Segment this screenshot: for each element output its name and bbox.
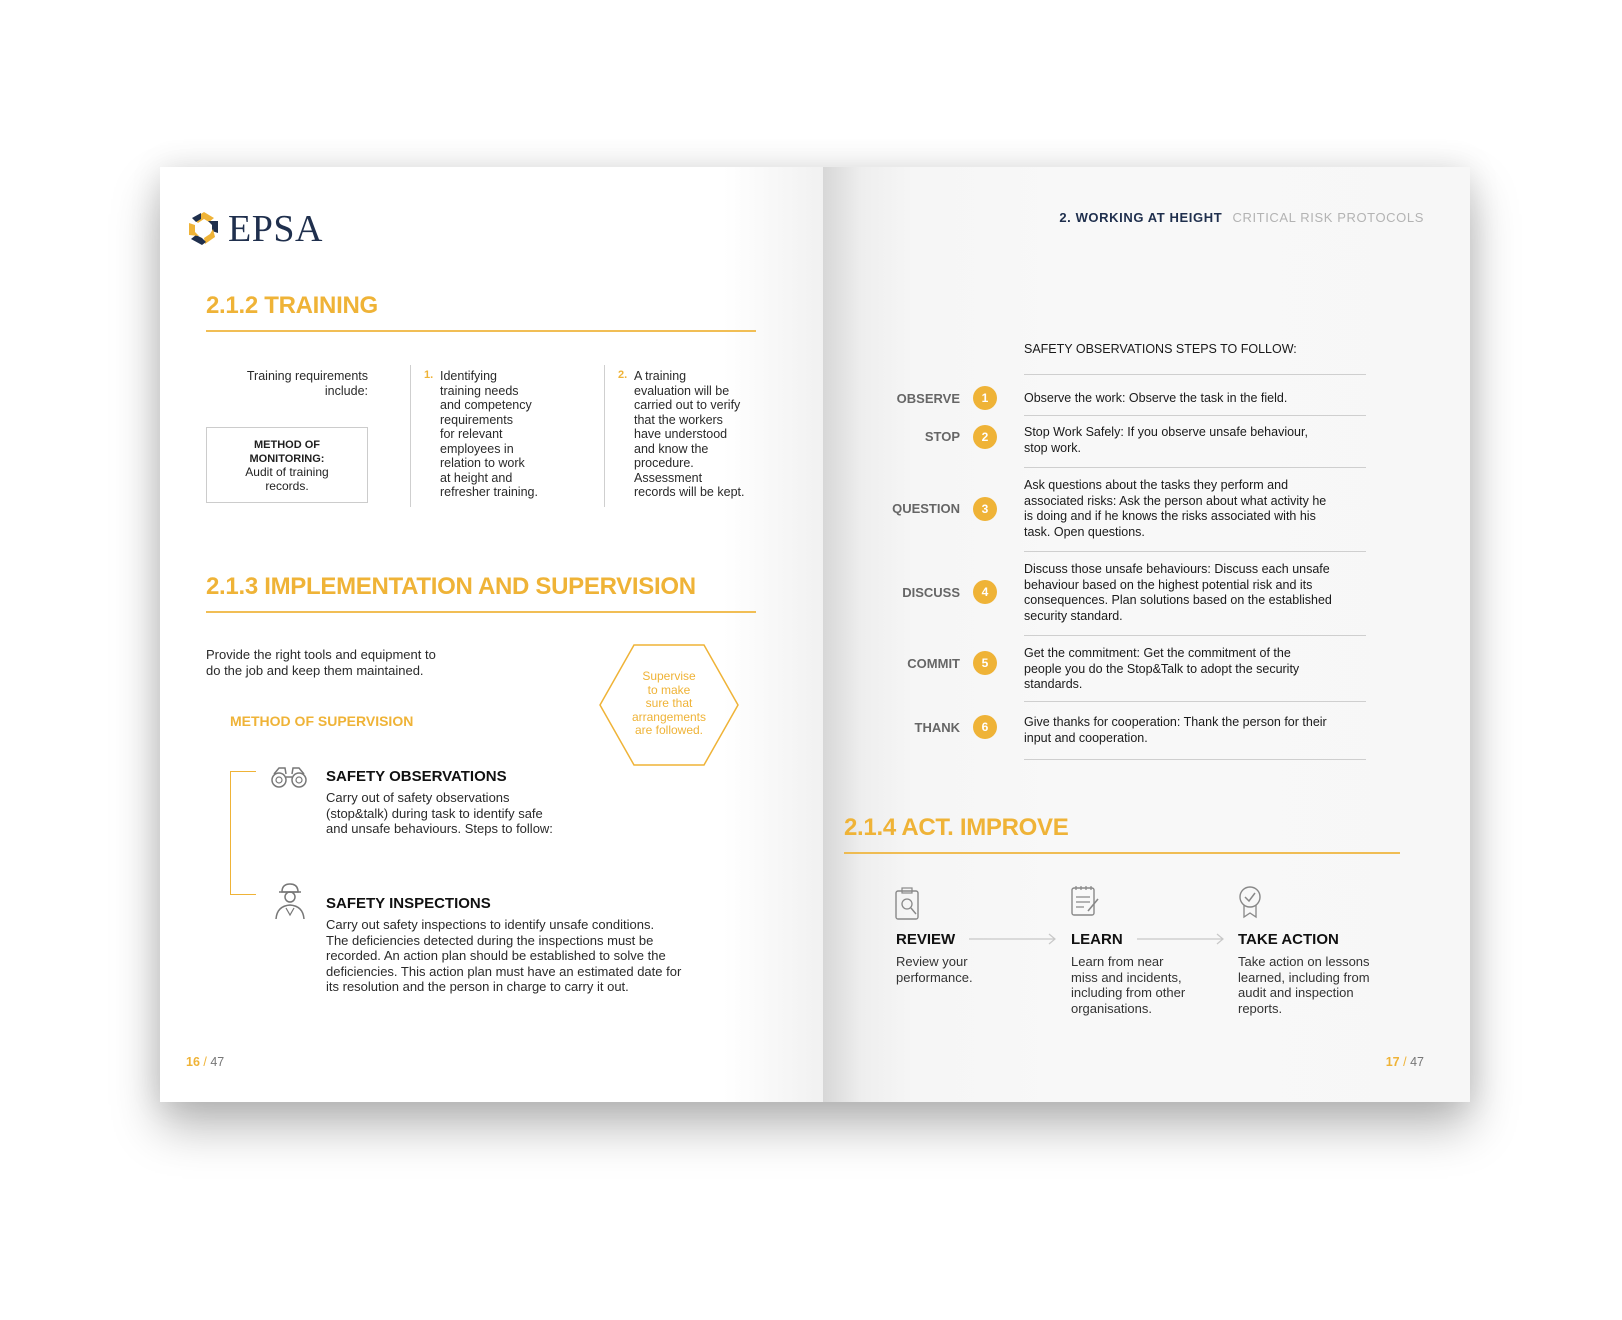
training-item-line: evaluation will be (634, 383, 730, 398)
award-check-icon (1236, 885, 1264, 919)
act-item-line: Learn from near (1071, 954, 1164, 969)
method-box-text: Audit of training (245, 465, 329, 479)
step-line: Get the commitment: Get the commitment of the (1024, 646, 1291, 660)
hexagon-line: arrangements (631, 709, 707, 724)
training-item-2 (634, 369, 814, 500)
booklet-spread (160, 167, 1470, 1102)
page-number-current: 16 (186, 1055, 200, 1069)
safety-observations-text (326, 790, 626, 837)
implementation-intro (206, 647, 506, 678)
inspections-line: deficiencies. This action plan must have an estimated date for (326, 963, 682, 979)
step-label-question: QUESTION (892, 501, 960, 516)
hexagon-text (612, 670, 726, 738)
observations-line: and unsafe behaviours. Steps to follow: (326, 821, 553, 836)
page-number-left (186, 1055, 224, 1069)
running-header-section: 2. WORKING AT HEIGHT (1059, 210, 1223, 225)
logo-text: EPSA (228, 208, 323, 250)
training-item-line: records will be kept. (634, 485, 745, 499)
clipboard-search-icon (894, 887, 922, 921)
step-line: Stop Work Safely: If you observe unsafe behaviour, (1024, 425, 1308, 439)
running-header-subtitle: CRITICAL RISK PROTOCOLS (1232, 210, 1424, 225)
act-item-line: learned, including from (1238, 969, 1370, 985)
page-number-total: 47 (1410, 1055, 1424, 1069)
page-number-total: 47 (210, 1055, 225, 1069)
hexagon-line: are followed. (634, 723, 704, 737)
training-heading: 2.1.2 TRAINING (206, 292, 378, 319)
hexagon-line: sure that (645, 696, 693, 710)
training-item-line: employees in (440, 441, 514, 456)
training-item-line: refresher training. (440, 485, 538, 499)
step-text (1024, 391, 1364, 407)
step-line: task. Open questions. (1024, 524, 1145, 539)
steps-divider (1024, 635, 1366, 636)
training-item-line: requirements (440, 412, 513, 427)
training-item-line: Assessment (634, 470, 703, 485)
inspections-line: its resolution and the person in charge to carry it out. (326, 979, 629, 994)
step-line: standards. (1024, 677, 1083, 691)
inspections-line: recorded. An action plan should be established to solve the (326, 948, 666, 963)
step-text (1024, 715, 1364, 746)
act-item-line: Take action on lessons (1238, 954, 1370, 969)
binoculars-icon (270, 765, 308, 789)
act-item-title-take-action: TAKE ACTION (1238, 931, 1339, 948)
training-item-line: and competency (440, 398, 532, 412)
training-item-line: and know the (634, 441, 709, 456)
requirements-label-line: include: (324, 383, 368, 398)
step-line: security standard. (1024, 608, 1123, 623)
step-line: associated risks: Ask the person about what activity he (1024, 493, 1327, 508)
method-of-supervision-label: METHOD OF SUPERVISION (230, 713, 414, 729)
act-improve-heading: 2.1.4 ACT. IMPROVE (844, 814, 1069, 841)
step-label-thank: THANK (914, 720, 960, 735)
act-item-line: organisations. (1071, 1000, 1152, 1016)
notepad-icon (1070, 885, 1100, 917)
safety-observations-title: SAFETY OBSERVATIONS (326, 768, 507, 785)
step-text (1024, 425, 1364, 456)
implementation-heading-rule (206, 611, 756, 613)
safety-inspections-text (326, 917, 726, 995)
act-item-desc (896, 954, 1036, 985)
steps-divider (1024, 374, 1366, 375)
arrow-right-icon (969, 932, 1059, 946)
observations-line: (stop&talk) during task to identify safe (326, 805, 543, 821)
step-line: people you do the Stop&Talk to adopt the security (1024, 661, 1300, 676)
step-badge: 4 (973, 580, 997, 604)
training-requirements-label (206, 369, 368, 398)
step-badge: 1 (973, 386, 997, 410)
arrow-right-icon (1137, 932, 1227, 946)
inspector-icon (272, 881, 308, 921)
steps-divider (1024, 759, 1366, 760)
step-text (1024, 646, 1364, 693)
step-text (1024, 478, 1364, 540)
supervise-hexagon (598, 643, 740, 767)
running-header (1059, 210, 1424, 225)
training-item-line: Identifying (440, 369, 497, 383)
method-of-monitoring-box (206, 427, 368, 503)
training-divider (604, 365, 605, 507)
step-line: Discuss those unsafe behaviours: Discuss each unsafe (1024, 562, 1330, 576)
steps-divider (1024, 415, 1366, 416)
steps-divider (1024, 701, 1366, 702)
training-item-line: at height and (440, 470, 513, 485)
training-item-line: A training (634, 369, 687, 383)
steps-divider (1024, 551, 1366, 552)
implementation-heading: 2.1.3 IMPLEMENTATION AND SUPERVISION (206, 573, 696, 600)
act-item-line: reports. (1238, 1000, 1283, 1016)
step-line: behaviour based on the highest potential risk and its (1024, 577, 1313, 592)
safety-inspections-title: SAFETY INSPECTIONS (326, 895, 491, 912)
act-item-line: performance. (896, 969, 973, 985)
training-item-line: procedure. (634, 456, 694, 470)
training-item-line: carried out to verify (634, 398, 741, 412)
act-item-line: audit and inspection (1238, 985, 1354, 1000)
act-item-line: including from other (1071, 985, 1186, 1000)
steps-title: SAFETY OBSERVATIONS STEPS TO FOLLOW: (1024, 342, 1297, 356)
left-page (160, 167, 823, 1102)
step-badge: 6 (973, 715, 997, 739)
inspections-line: The deficiencies detected during the inspections must be (326, 932, 654, 948)
step-badge: 5 (973, 651, 997, 675)
step-label-stop: STOP (924, 429, 960, 444)
training-item-line: have understood (634, 427, 728, 441)
intro-line: Provide the right tools and equipment to (206, 647, 436, 662)
training-item-line: for relevant (440, 427, 503, 441)
page-number-right (1386, 1055, 1424, 1069)
act-item-desc (1071, 954, 1221, 1016)
method-box-title: MONITORING: (249, 452, 325, 465)
right-page (823, 167, 1470, 1102)
page-number-current: 17 (1385, 1055, 1400, 1069)
step-text (1024, 562, 1364, 624)
page-number-separator: / (1403, 1055, 1407, 1069)
observations-line: Carry out of safety observations (326, 790, 510, 805)
act-item-title-learn: LEARN (1071, 931, 1123, 948)
epsa-logo (184, 207, 334, 257)
training-item-1 (440, 369, 600, 500)
method-box-title: METHOD OF (254, 439, 320, 451)
inspections-line: Carry out safety inspections to identify unsafe conditions. (326, 917, 655, 932)
step-line: input and cooperation. (1024, 730, 1148, 745)
hexagon-line: to make (647, 682, 691, 697)
step-line: Observe the work: Observe the task in the field. (1024, 391, 1288, 405)
step-label-observe: OBSERVE (896, 391, 960, 406)
step-line: consequences. Plan solutions based on the established (1024, 593, 1332, 607)
step-label-commit: COMMIT (907, 656, 960, 671)
training-item-line: training needs (440, 383, 519, 398)
step-line: Ask questions about the tasks they perform and (1024, 478, 1289, 492)
training-divider (410, 365, 411, 507)
page-number-separator: / (203, 1055, 207, 1069)
act-improve-heading-rule (844, 852, 1400, 854)
training-item-number: 2. (618, 369, 628, 381)
method-box-text: records. (265, 478, 309, 493)
step-badge: 3 (973, 497, 997, 521)
step-line: stop work. (1024, 440, 1081, 455)
step-label-discuss: DISCUSS (902, 585, 960, 600)
requirements-label-line: Training requirements (246, 369, 368, 383)
training-heading-rule (206, 330, 756, 332)
hexagon-line: Supervise (642, 669, 696, 683)
step-badge: 2 (973, 425, 997, 449)
step-line: is doing and if he knows the risks associated with his (1024, 509, 1316, 523)
supervision-bracket (230, 771, 256, 895)
training-item-line: that the workers (634, 412, 723, 427)
intro-line: do the job and keep them maintained. (206, 662, 424, 678)
act-item-line: Review your (896, 954, 968, 969)
step-line: Give thanks for cooperation: Thank the person for their (1024, 715, 1327, 729)
steps-divider (1024, 467, 1366, 468)
training-item-number: 1. (424, 369, 434, 381)
act-item-desc (1238, 954, 1398, 1016)
act-item-line: miss and incidents, (1071, 969, 1182, 985)
act-item-title-review: REVIEW (896, 931, 956, 948)
epsa-logo-icon (184, 209, 224, 249)
training-item-line: relation to work (440, 456, 525, 470)
